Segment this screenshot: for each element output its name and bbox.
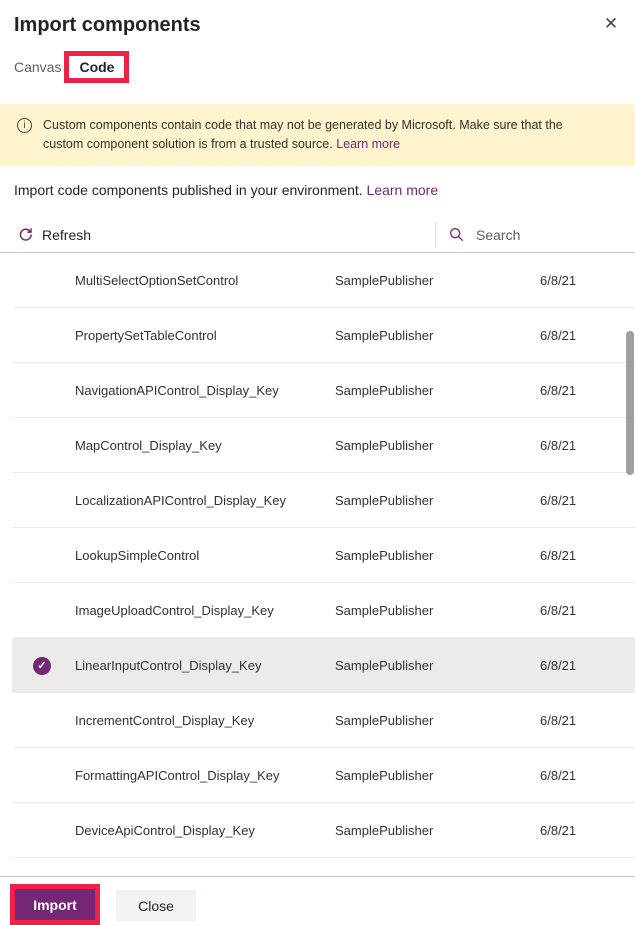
dialog-footer: [0, 876, 635, 925]
intro-text: Import code components published in your environment.: [14, 182, 363, 198]
modified-date-cell: 6/8/21: [540, 328, 577, 343]
refresh-icon: [18, 227, 33, 242]
search-icon: [449, 227, 464, 242]
component-name-cell: FormattingAPIControl_Display_Key: [75, 768, 280, 783]
table-row[interactable]: [0, 308, 635, 363]
warning-banner: [0, 104, 635, 166]
component-name-cell: MapControl_Display_Key: [75, 438, 222, 453]
table-row[interactable]: [0, 803, 635, 858]
publisher-cell: SamplePublisher: [335, 273, 434, 288]
modified-date-cell: 6/8/21: [540, 383, 577, 398]
refresh-button[interactable]: [18, 227, 91, 243]
table-row[interactable]: [0, 418, 635, 473]
modified-date-cell: 6/8/21: [540, 493, 577, 508]
modified-date-cell: 6/8/21: [540, 823, 577, 838]
table-row[interactable]: [0, 638, 635, 693]
component-name-cell: MultiSelectOptionSetControl: [75, 273, 239, 288]
publisher-cell: SamplePublisher: [335, 328, 434, 343]
intro-learn-more-link[interactable]: Learn more: [366, 182, 439, 198]
component-name-cell: LookupSimpleControl: [75, 548, 200, 563]
refresh-label: Refresh: [42, 226, 92, 243]
component-name-cell: LocalizationAPIControl_Display_Key: [75, 493, 287, 508]
component-name-cell: IncrementControl_Display_Key: [75, 713, 255, 728]
publisher-cell: SamplePublisher: [335, 548, 434, 563]
banner-learn-more-link[interactable]: Learn more: [336, 137, 401, 151]
scrollbar-thumb[interactable]: [626, 331, 634, 475]
modified-date-cell: 6/8/21: [540, 603, 577, 618]
table-row[interactable]: [0, 473, 635, 528]
intro-line: [0, 166, 635, 217]
tab-code-label: Code: [79, 58, 115, 75]
table-row[interactable]: [0, 583, 635, 638]
publisher-cell: SamplePublisher: [335, 603, 434, 618]
component-name-cell: LinearInputControl_Display_Key: [75, 658, 262, 673]
table-row[interactable]: [0, 693, 635, 748]
tab-bar: [14, 46, 635, 87]
modified-date-cell: 6/8/21: [540, 713, 577, 728]
modified-date-cell: 6/8/21: [540, 273, 577, 288]
close-button[interactable]: Close: [116, 890, 196, 921]
list-toolbar: [0, 217, 635, 253]
import-button[interactable]: Import: [15, 889, 95, 920]
annotation-highlight-import-button: [10, 884, 100, 925]
table-row[interactable]: [0, 363, 635, 418]
close-icon[interactable]: ✕: [597, 10, 625, 38]
banner-text: Custom components contain code that may not be generated by Microsoft. Make sure that the custom component solution is from a trusted source.: [43, 118, 563, 151]
search-input[interactable]: [474, 226, 604, 244]
search-box[interactable]: [449, 226, 635, 244]
component-name-cell: PropertySetTableControl: [75, 328, 217, 343]
table-row[interactable]: [0, 528, 635, 583]
component-name-cell: DeviceApiControl_Display_Key: [75, 823, 255, 838]
tab-canvas[interactable]: Canvas: [14, 58, 62, 75]
components-list: [0, 253, 635, 858]
selection-check-cell[interactable]: [0, 657, 75, 675]
selected-check-icon: ✓: [33, 657, 51, 675]
component-name-cell: ImageUploadControl_Display_Key: [75, 603, 274, 618]
publisher-cell: SamplePublisher: [335, 768, 434, 783]
publisher-cell: SamplePublisher: [335, 658, 434, 673]
publisher-cell: SamplePublisher: [335, 493, 434, 508]
dialog-header: [0, 0, 635, 37]
modified-date-cell: 6/8/21: [540, 438, 577, 453]
publisher-cell: SamplePublisher: [335, 823, 434, 838]
annotation-highlight-code-tab: [64, 51, 129, 83]
info-icon: i: [17, 118, 32, 133]
toolbar-divider: [435, 222, 436, 248]
table-row[interactable]: [0, 748, 635, 803]
publisher-cell: SamplePublisher: [335, 438, 434, 453]
modified-date-cell: 6/8/21: [540, 768, 577, 783]
banner-message: [43, 116, 590, 154]
page-title: Import components: [14, 14, 201, 36]
tab-code[interactable]: [79, 59, 114, 75]
modified-date-cell: 6/8/21: [540, 658, 577, 673]
modified-date-cell: 6/8/21: [540, 548, 577, 563]
component-name-cell: NavigationAPIControl_Display_Key: [75, 383, 279, 398]
publisher-cell: SamplePublisher: [335, 383, 434, 398]
table-row[interactable]: [0, 253, 635, 308]
publisher-cell: SamplePublisher: [335, 713, 434, 728]
